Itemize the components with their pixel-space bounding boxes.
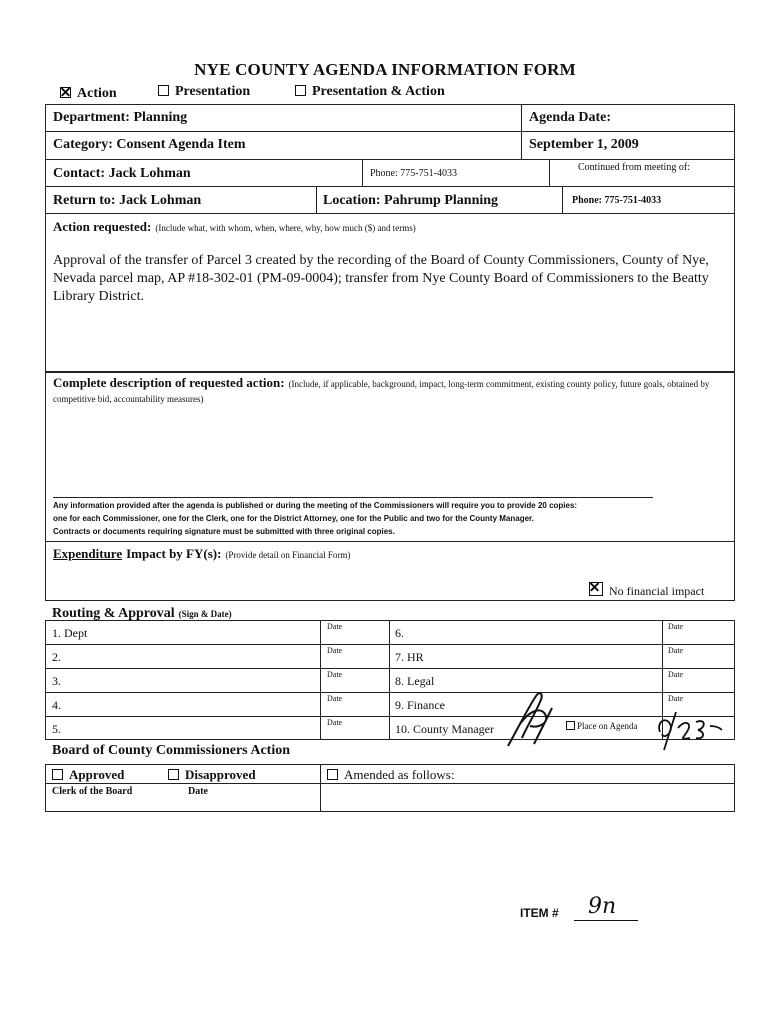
item-label: ITEM # (520, 906, 559, 920)
date-label: Date (327, 622, 343, 631)
copies-notice-2: one for each Commissioner, one for the Clerk, one for the District Attorney, one for the Public and two for the County Manager. (53, 514, 534, 523)
routing-heading: Routing & Approval (Sign & Date) (52, 606, 232, 621)
approved-option[interactable]: Approved (52, 767, 124, 783)
routing-row-3: 3. (52, 674, 61, 688)
copies-notice-1: Any information provided after the agenda is published or during the meeting of the Commissioners will require you to provide 20 copies: (53, 501, 578, 510)
agenda-date: September 1, 2009 (529, 137, 639, 152)
date-label: Date (327, 718, 343, 727)
disapproved-option[interactable]: Disapproved (168, 767, 256, 783)
checkbox-checked-icon[interactable] (60, 87, 71, 98)
routing-finance: 9. Finance (395, 698, 445, 712)
routing-row-2: 2. (52, 650, 61, 664)
routing-dept: 1. Dept (52, 626, 88, 640)
routing-row-5: 5. (52, 722, 61, 736)
manager-signature (500, 688, 580, 750)
date-label: Date (327, 670, 343, 679)
clerk-date: Date (188, 786, 208, 797)
routing-legal: 8. Legal (395, 674, 435, 688)
action-requested-heading: Action requested: (Include what, with whom, when, where, why, how much ($) and terms) (53, 219, 416, 234)
agenda-date-label: Agenda Date: (529, 110, 612, 125)
routing-county-manager: 10. County Manager (395, 722, 494, 736)
complete-description-heading: Complete description of requested action: (Include, if applicable, background, impact, long-term commitment, existing county policy, future goals, obtained by competitive bid, accountability measures) (53, 375, 710, 404)
department: Department: Planning (53, 110, 188, 125)
contact-phone: Phone: 775-751-4033 (370, 168, 457, 179)
checkbox-checked-icon[interactable] (589, 582, 603, 596)
option-presentation-action[interactable]: Presentation & Action (295, 84, 445, 100)
location-phone: Phone: 775-751-4033 (572, 195, 662, 206)
checkbox-icon[interactable] (295, 85, 306, 96)
checkbox-icon[interactable] (158, 85, 169, 96)
routing-row-6: 6. (395, 626, 404, 640)
date-label: Date (668, 622, 684, 631)
date-label: Date (668, 646, 684, 655)
amended-option[interactable]: Amended as follows: (327, 767, 454, 783)
action-requested-text: Approval of the transfer of Parcel 3 created by the recording of the Board of County Commissioners, County of Nye, Nevada parcel map, AP #18-302-01 (PM-09-0004); transfer from Nye County Board of Commissioners to the Beatty Library District. (53, 253, 709, 304)
signature-date (654, 706, 724, 754)
date-label: Date (327, 694, 343, 703)
checkbox-icon[interactable] (327, 769, 338, 780)
routing-row-4: 4. (52, 698, 61, 712)
option-action[interactable]: Action (60, 84, 117, 102)
item-number-line (574, 894, 638, 921)
continued-from: Continued from meeting of: (578, 162, 690, 173)
checkbox-icon[interactable] (168, 769, 179, 780)
return-to: Return to: Jack Lohman (53, 193, 202, 208)
routing-hr: 7. HR (395, 650, 424, 664)
contact: Contact: Jack Lohman (53, 166, 191, 181)
form-title: NYE COUNTY AGENDA INFORMATION FORM (194, 60, 576, 79)
no-financial-impact[interactable]: No financial impact (589, 582, 704, 599)
board-action-heading: Board of County Commissioners Action (52, 743, 291, 758)
copies-notice-3: Contracts or documents requiring signature must be submitted with three original copies. (53, 527, 395, 536)
date-label: Date (327, 646, 343, 655)
date-label: Date (668, 694, 684, 703)
place-on-agenda[interactable]: Place on Agenda (566, 721, 637, 731)
expenditure-heading: Expenditure Impact by FY(s): (Provide detail on Financial Form) (53, 546, 351, 561)
clerk-of-board: Clerk of the Board (52, 786, 133, 797)
location: Location: Pahrump Planning (323, 193, 499, 208)
date-label: Date (668, 670, 684, 679)
option-presentation[interactable]: Presentation (158, 84, 250, 100)
category: Category: Consent Agenda Item (53, 137, 246, 152)
checkbox-icon[interactable] (52, 769, 63, 780)
item-number: 9n (588, 894, 617, 919)
